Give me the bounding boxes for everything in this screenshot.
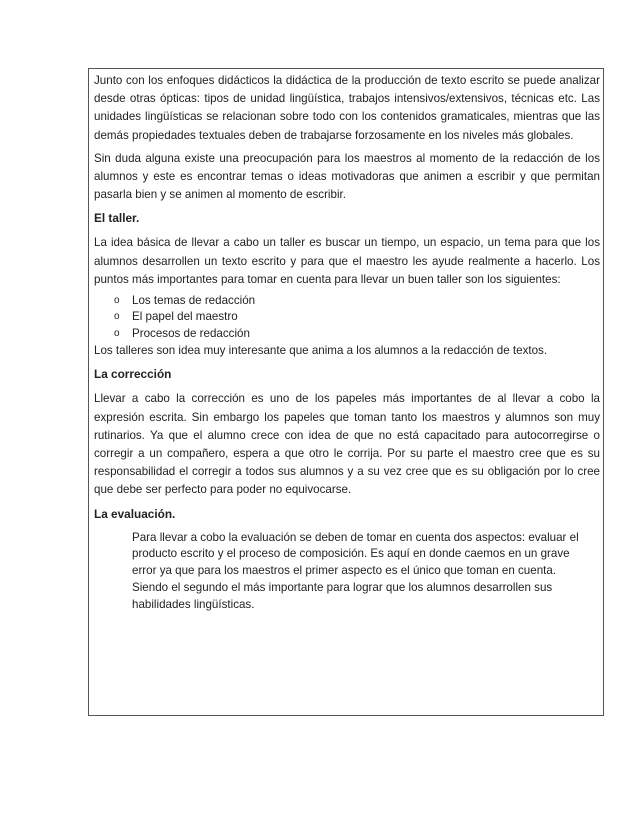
taller-bullet-list xyxy=(94,293,600,342)
correccion-heading: La corrección xyxy=(94,367,172,382)
taller-paragraph: La idea básica de llevar a cabo un taller es buscar un tiempo, un espacio, un tema para que los alumnos desarrollen un texto escrito y para que el maestro les ayude realmente a hacerlo. Los puntos más importantes para tomar en cuenta para llevar un buen taller son los siguientes: xyxy=(94,236,600,286)
list-item xyxy=(114,293,600,309)
evaluacion-block xyxy=(132,530,594,614)
evaluacion-heading: La evaluación. xyxy=(94,506,176,521)
circle-bullet-icon: o xyxy=(114,327,120,339)
motivation-paragraph: Sin duda alguna existe una preocupación para los maestros al momento de la redacción de los alumnos y este es encontrar temas o ideas motivadoras que animen a escribir y que permitan pasarla bien y se animen al momento de escribir. xyxy=(94,151,600,202)
intro-paragraph: Junto con los enfoques didácticos la didáctica de la producción de texto escrito se puede analizar desde otras ópticas: tipos de unidad lingüística, trabajos intensivos/extensivos, técnicas etc. Las unidades lingüísticas se relacionan sobre todo con los contenidos gramaticales, mientras que las demás propiedades textuales deben de trabajarse forzosamente en los niveles más globales. xyxy=(94,74,600,142)
evaluacion-paragraph-2: Siendo el segundo el más importante para lograr que los alumnos desarrollen sus habilidades lingüísticas. xyxy=(132,581,553,611)
list-item xyxy=(114,309,600,325)
taller-heading: El taller. xyxy=(94,211,140,226)
list-item-label: El papel del maestro xyxy=(132,310,238,324)
document-text-box xyxy=(88,68,604,716)
taller-closing: Los talleres son idea muy interesante que anima a los alumnos a la redacción de textos. xyxy=(94,344,548,358)
circle-bullet-icon: o xyxy=(114,295,120,307)
list-item xyxy=(114,326,600,342)
list-item-label: Los temas de redacción xyxy=(132,294,256,308)
evaluacion-paragraph-1: Para llevar a cobo la evaluación se deben de tomar en cuenta dos aspectos: evaluar el producto escrito y el proceso de composición. Es aquí en donde caemos en un grave error ya que para los maestros el primer aspecto es el único que toman en cuenta. xyxy=(132,530,579,578)
correccion-paragraph: Llevar a cabo la corrección es uno de los papeles más importantes de al llevar a cobo la expresión escrita. Sin embargo los papeles que toman tanto los maestros y alumnos son muy rutinarios. Ya que el alumno crece con idea de que no está capacitado para autocorregirse o corregir a un compañero, espera a que otro le corrija. Por su parte el maestro cree que es su responsabilidad el corregir a todos sus alumnos y a su vez cree que es su obligación por lo cree que debe ser perfecto para poder no equivocarse. xyxy=(94,392,600,497)
list-item-label: Procesos de redacción xyxy=(132,326,250,340)
circle-bullet-icon: o xyxy=(114,311,120,323)
